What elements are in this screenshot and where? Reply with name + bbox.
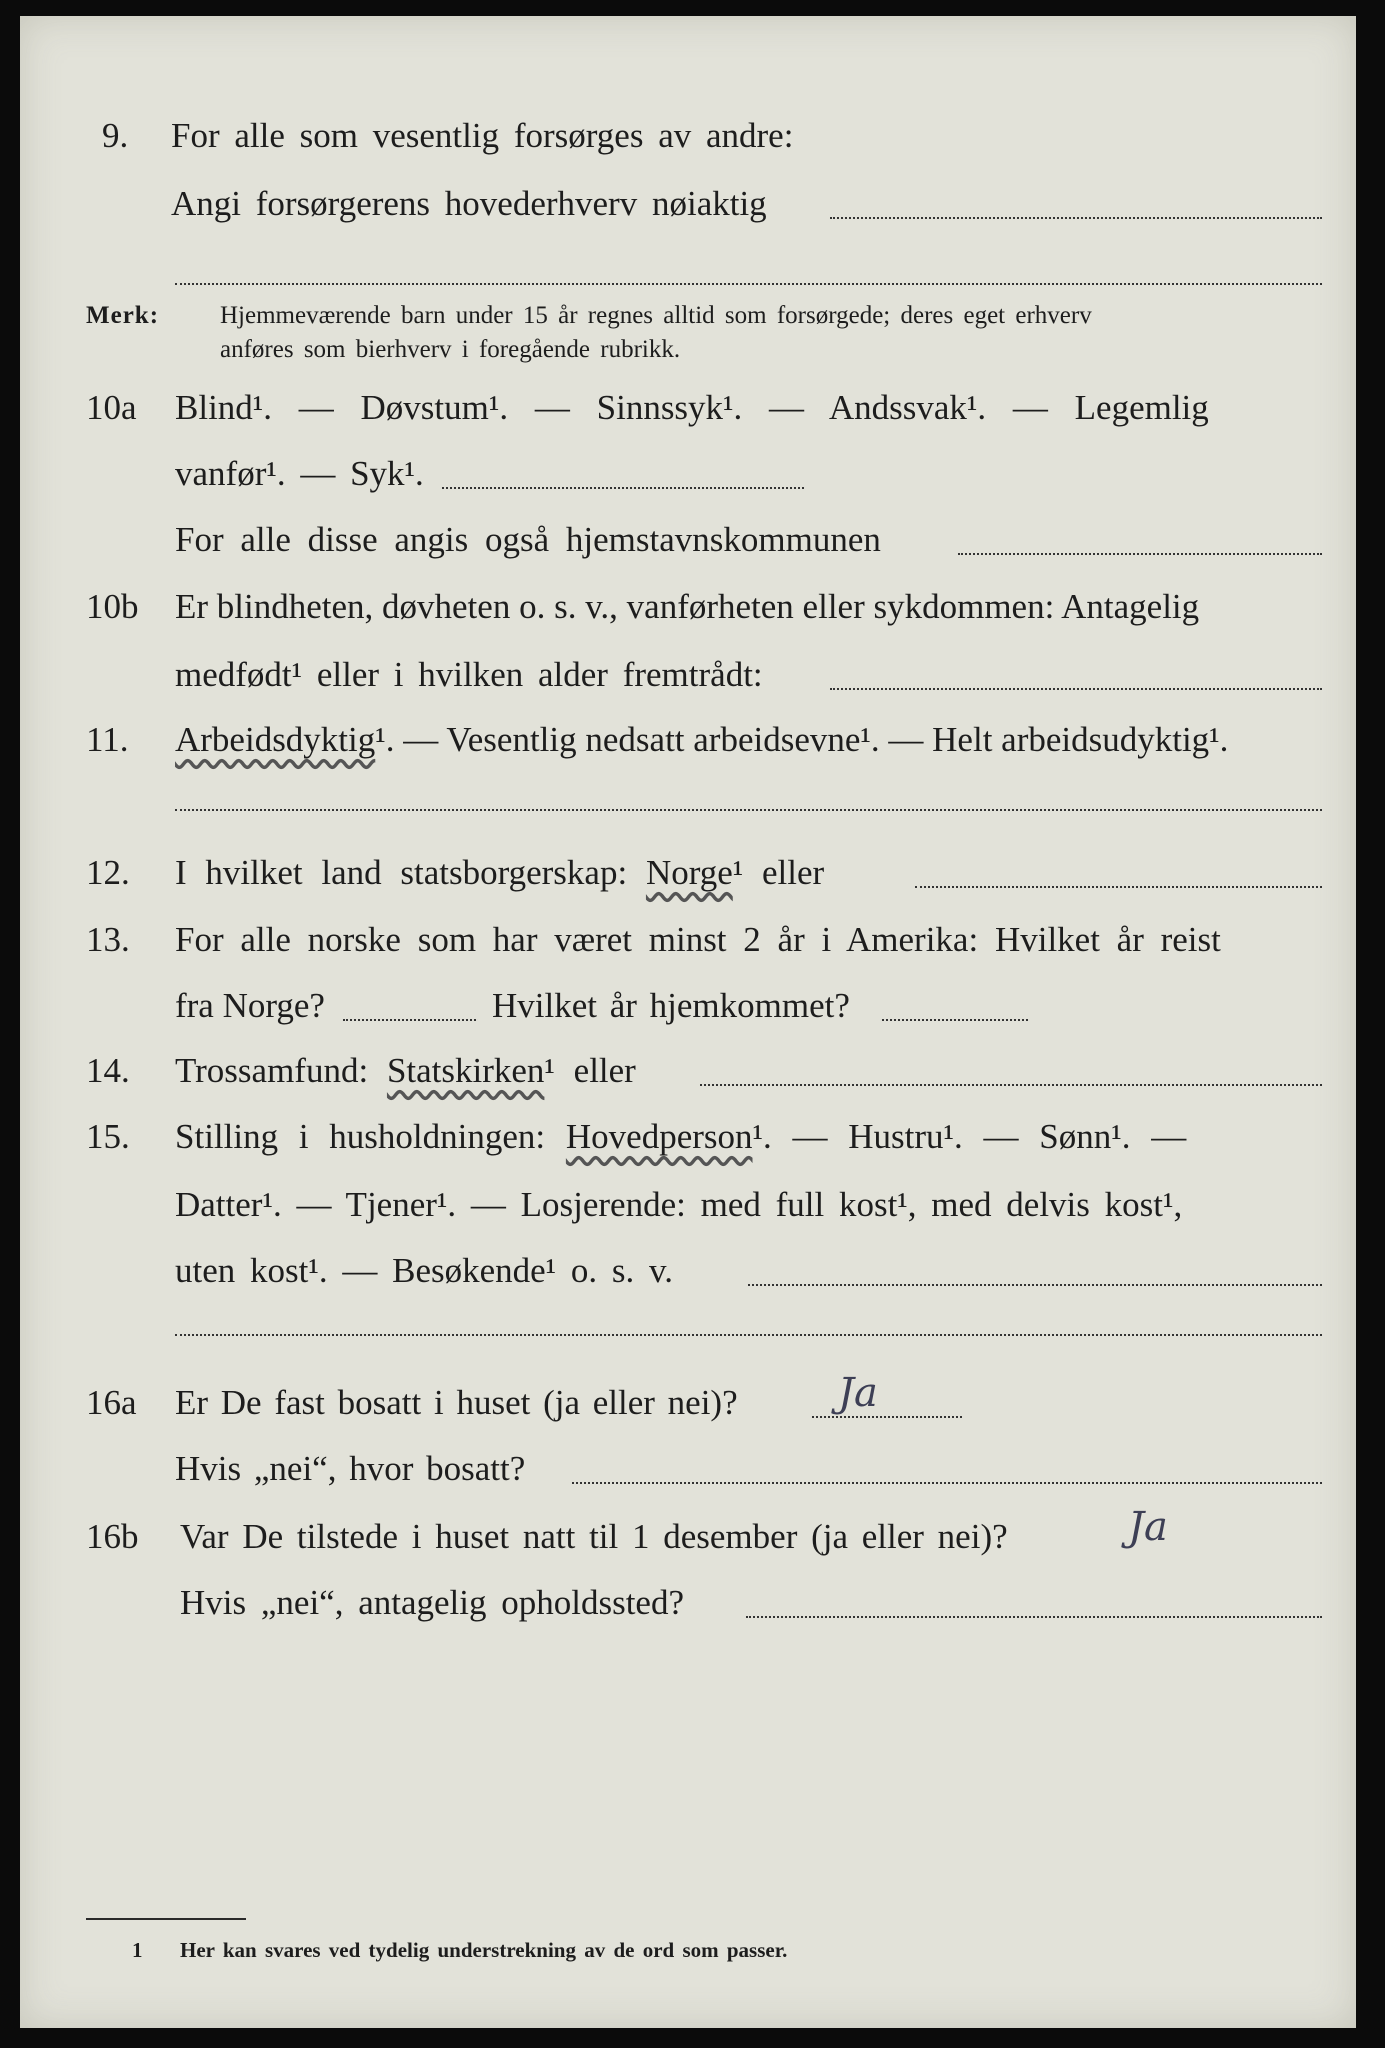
q15-question-text: Stilling i husholdningen: — [175, 1117, 546, 1156]
q16b-handwritten-answer: Ja — [1128, 1504, 1168, 1550]
q16a-answer-line[interactable] — [812, 1416, 962, 1418]
q15-extra-line[interactable] — [175, 1334, 1322, 1336]
q9-instruction: Angi forsørgerens hovederhverv nøiaktig — [171, 184, 767, 223]
q14-question — [175, 1050, 636, 1092]
merk-text-line1: Hjemmeværende barn under 15 år regnes alltid som forsørgede; deres eget erhverv — [220, 302, 1092, 329]
q15-options-line3: uten kost¹. — Besøkende¹ o. s. v. — [175, 1251, 674, 1290]
q12-question — [175, 852, 824, 894]
q12-question-text: I hvilket land statsborgerskap: — [175, 853, 628, 892]
merk-text-line2: anføres som bierhverv i foregående rubrikk. — [220, 336, 681, 363]
q13-departure-line[interactable] — [343, 1019, 476, 1021]
q10b-number: 10b — [86, 587, 139, 626]
q9-question: For alle som vesentlig forsørges av andre: — [171, 116, 794, 155]
q15-option-hovedperson[interactable]: Hovedperson — [565, 1117, 753, 1156]
q16b-question: Var De tilstede i huset natt til 1 desember (ja eller nei)? — [180, 1517, 1008, 1556]
q15-question — [175, 1116, 1186, 1158]
q16a-handwritten-answer: Ja — [838, 1370, 878, 1416]
q13-number: 13. — [86, 920, 130, 959]
footnote-text: Her kan svares ved tydelig understrekning av de ord som passer. — [180, 1938, 788, 1962]
q10b-question-cont: medfødt¹ eller i hvilken alder fremtrådt: — [175, 655, 763, 694]
q10a-municipality-question: For alle disse angis også hjemstavnskommunen — [175, 520, 881, 559]
q14-question-text: Trossamfund: — [175, 1051, 369, 1090]
q15-options-rest: ¹. — Hustru¹. — Sønn¹. — — [752, 1117, 1187, 1156]
q14-option-statskirken[interactable]: Statskirken — [386, 1051, 545, 1090]
q10a-municipality-line[interactable] — [958, 553, 1322, 555]
q12-option-norge[interactable]: Norge — [645, 853, 733, 892]
q15-options-line2: Datter¹. — Tjener¹. — Losjerende: med full kost¹, med delvis kost¹, — [175, 1185, 1183, 1224]
q15-number: 15. — [86, 1117, 130, 1156]
q10a-number: 10a — [86, 388, 137, 427]
q10a-options-cont: vanfør¹. — Syk¹. — [175, 454, 424, 493]
merk-label: Merk: — [86, 302, 160, 329]
q14-option-other: ¹ eller — [544, 1051, 636, 1090]
q14-answer-line[interactable] — [700, 1084, 1322, 1086]
q13-departure-question: fra Norge? — [175, 986, 325, 1025]
q10a-options: Blind¹. — Døvstum¹. — Sinnssyk¹. — Andssvak¹. — Legemlig — [175, 388, 1209, 427]
q11-options-rest: ¹. — Vesentlig nedsatt arbeidsevne¹. — Helt arbeidsudyktig¹. — [375, 720, 1229, 759]
q10b-question: Er blindheten, døvheten o. s. v., vanførheten eller sykdommen: Antagelig — [175, 587, 1200, 626]
q13-question: For alle norske som har været minst 2 år i Amerika: Hvilket år reist — [175, 920, 1221, 959]
q16a-followup-line[interactable] — [572, 1482, 1322, 1484]
q16a-question: Er De fast bosatt i huset (ja eller nei)? — [175, 1383, 738, 1422]
q13-return-line[interactable] — [882, 1019, 1028, 1021]
q11-option-arbeidsdyktig[interactable]: Arbeidsdyktig — [175, 720, 376, 759]
q11-options — [175, 719, 1228, 761]
footnote-divider — [86, 1918, 246, 1920]
q12-option-other: ¹ eller — [732, 853, 825, 892]
q16b-number: 16b — [86, 1517, 139, 1556]
q10b-answer-line[interactable] — [830, 688, 1322, 690]
q9-extra-line[interactable] — [175, 283, 1322, 285]
q9-answer-line[interactable] — [830, 217, 1322, 219]
q15-answer-line[interactable] — [748, 1284, 1322, 1286]
q13-return-question: Hvilket år hjemkommet? — [492, 986, 850, 1025]
q12-answer-line[interactable] — [915, 886, 1322, 888]
census-form-page — [20, 16, 1356, 2028]
q9-number: 9. — [102, 116, 129, 155]
q10a-answer-line[interactable] — [442, 487, 804, 489]
q12-number: 12. — [86, 853, 130, 892]
q16a-number: 16a — [86, 1383, 137, 1422]
q16b-followup-line[interactable] — [746, 1616, 1322, 1618]
q14-number: 14. — [86, 1051, 130, 1090]
footnote-mark: 1 — [132, 1938, 143, 1962]
q11-number: 11. — [86, 720, 129, 759]
q16b-followup-question: Hvis „nei“, antagelig opholdssted? — [180, 1583, 684, 1622]
q16a-followup-question: Hvis „nei“, hvor bosatt? — [175, 1449, 526, 1488]
q11-extra-line[interactable] — [175, 809, 1322, 811]
